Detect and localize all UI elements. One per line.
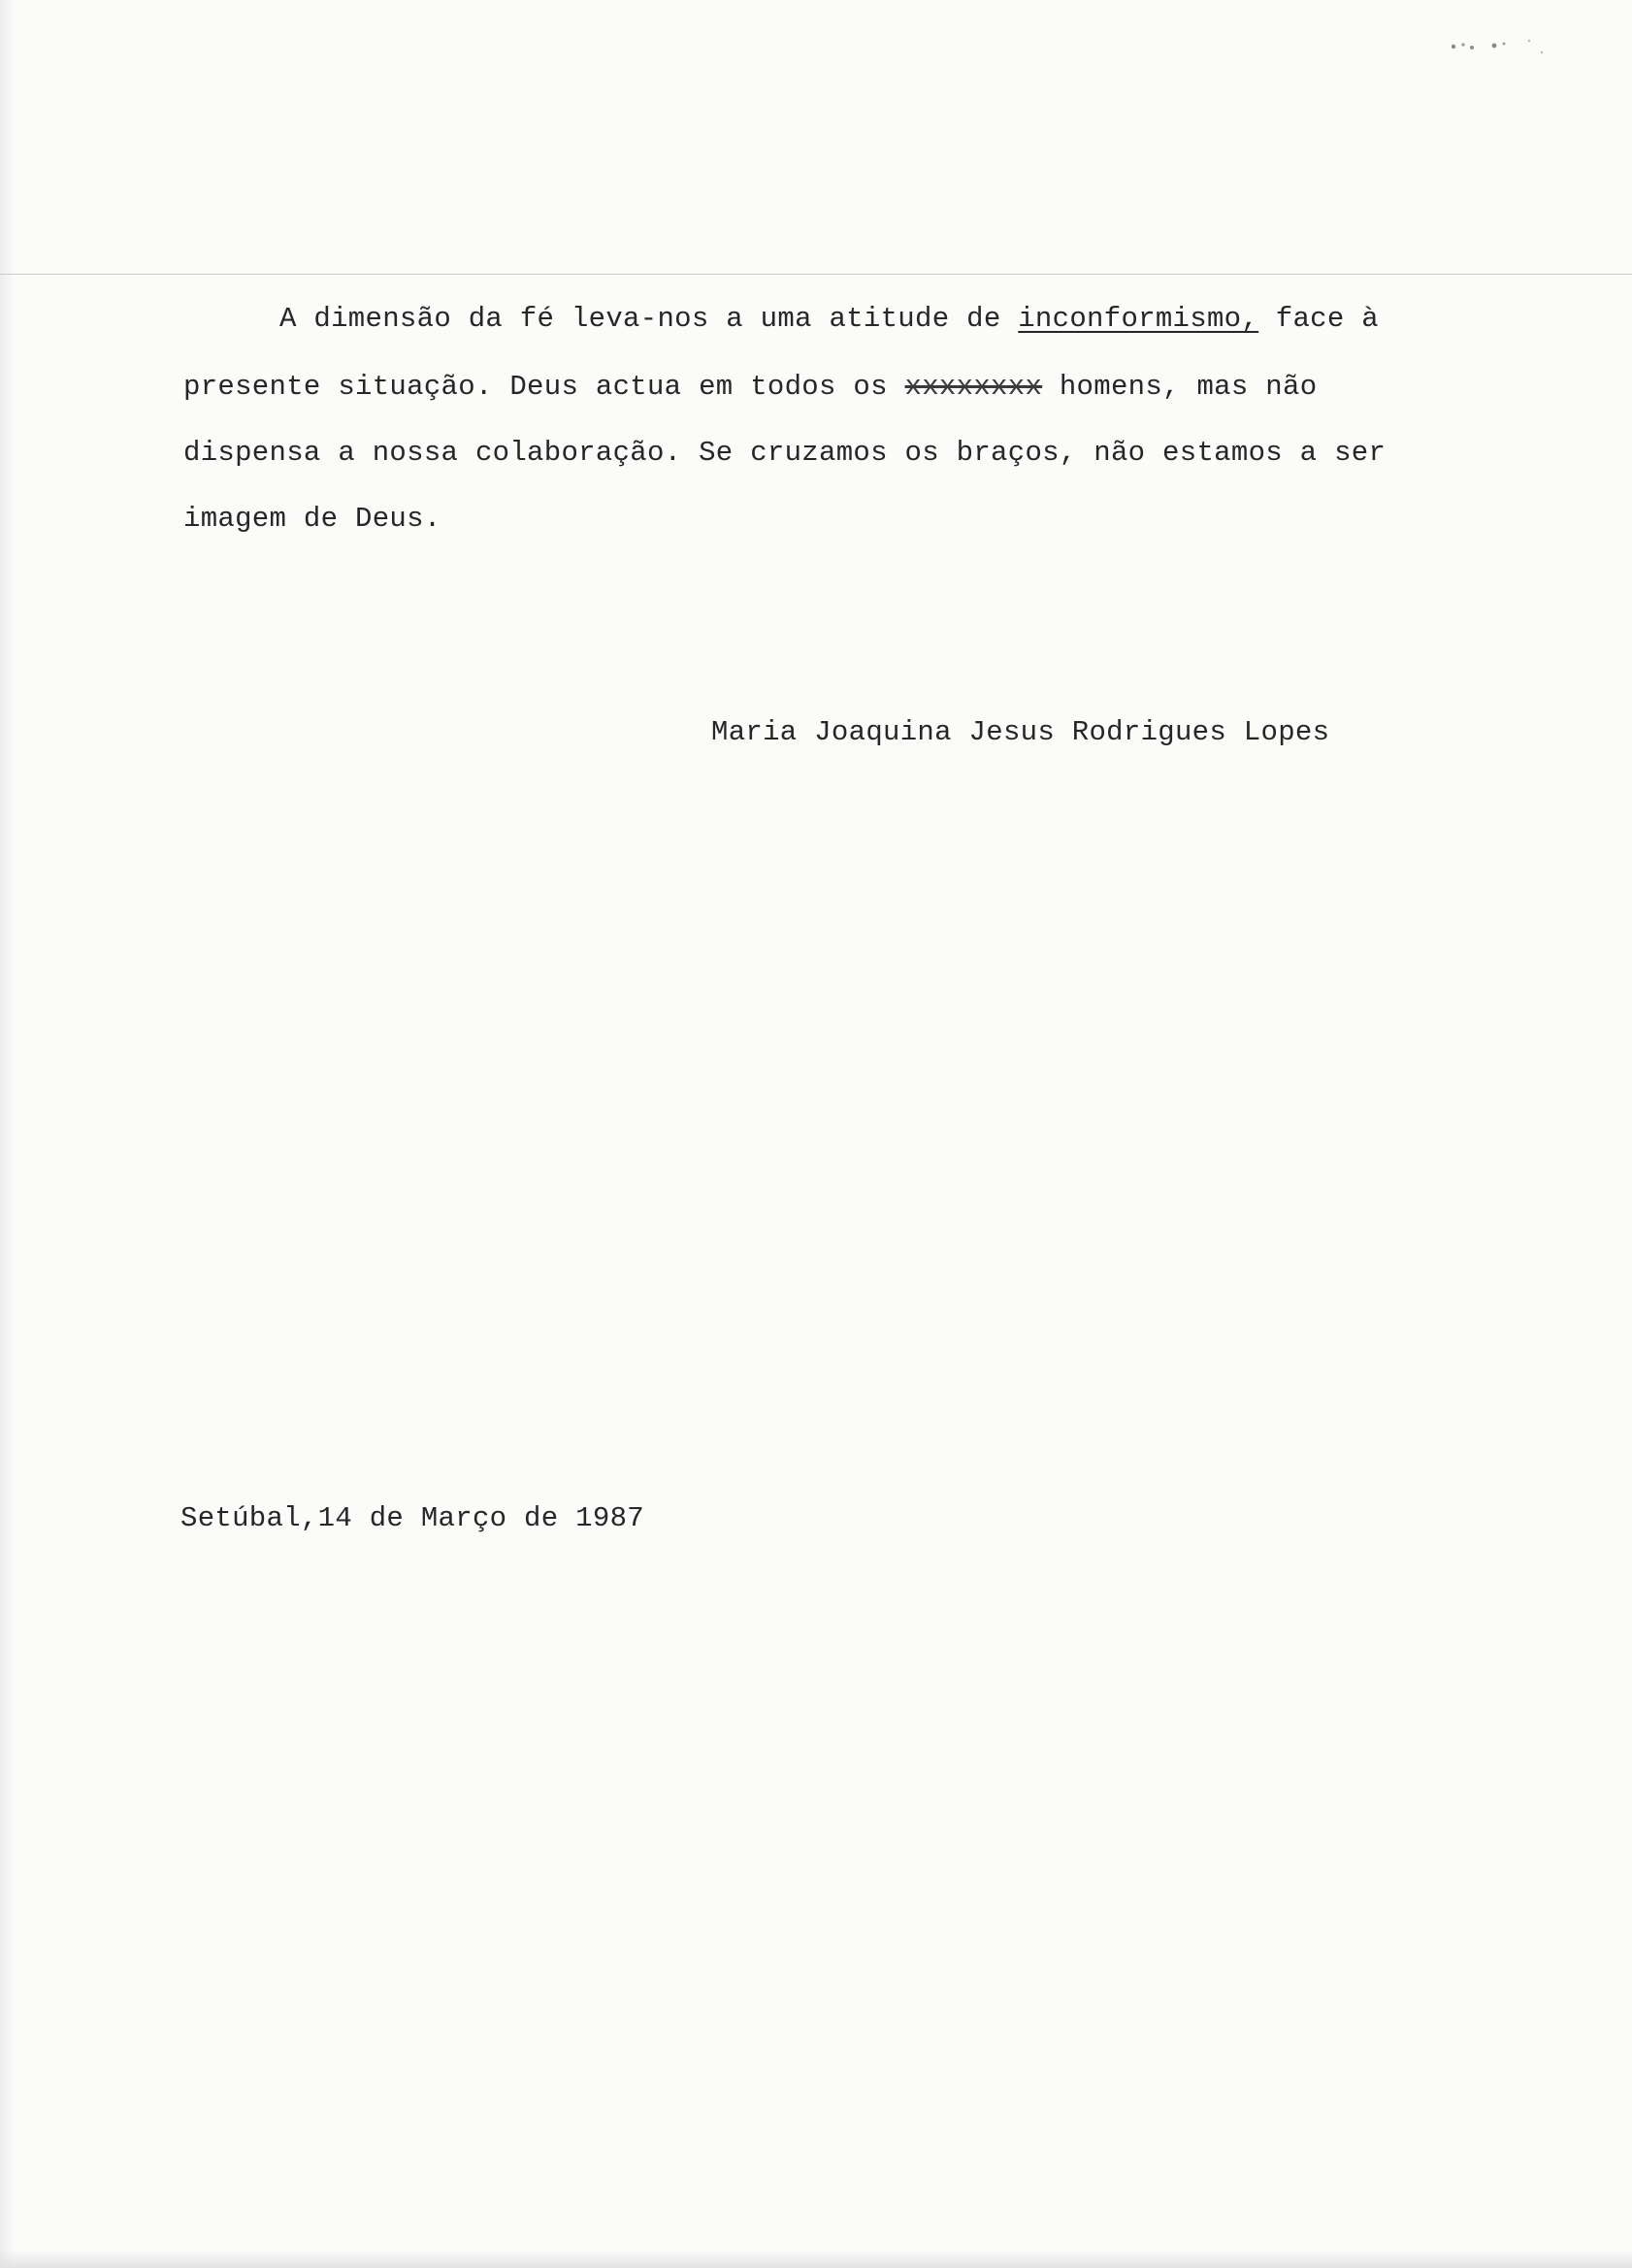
struck-out-word: xxxxxxxx xyxy=(904,371,1043,403)
line-1-start: A dimensão da fé leva-nos a uma atitude de xyxy=(279,303,1019,335)
scan-edge-bottom xyxy=(0,2250,1632,2268)
paragraph-line-3: dispensa a nossa colaboração. Se cruzamos os braços, não estamos a ser xyxy=(183,437,1387,469)
line-2-end: homens, mas não xyxy=(1042,371,1318,403)
line-1-end: face à xyxy=(1258,303,1379,335)
paragraph-line-1 xyxy=(279,303,1379,335)
line-2-start: presente situação. Deus actua em todos os xyxy=(183,371,905,403)
place-and-date: Setúbal,14 de Março de 1987 xyxy=(180,1502,644,1534)
signature-name: Maria Joaquina Jesus Rodrigues Lopes xyxy=(711,716,1330,748)
paragraph-line-4: imagem de Deus. xyxy=(183,503,441,535)
paragraph-line-2 xyxy=(183,371,1317,403)
underlined-word: inconformismo, xyxy=(1018,303,1259,335)
